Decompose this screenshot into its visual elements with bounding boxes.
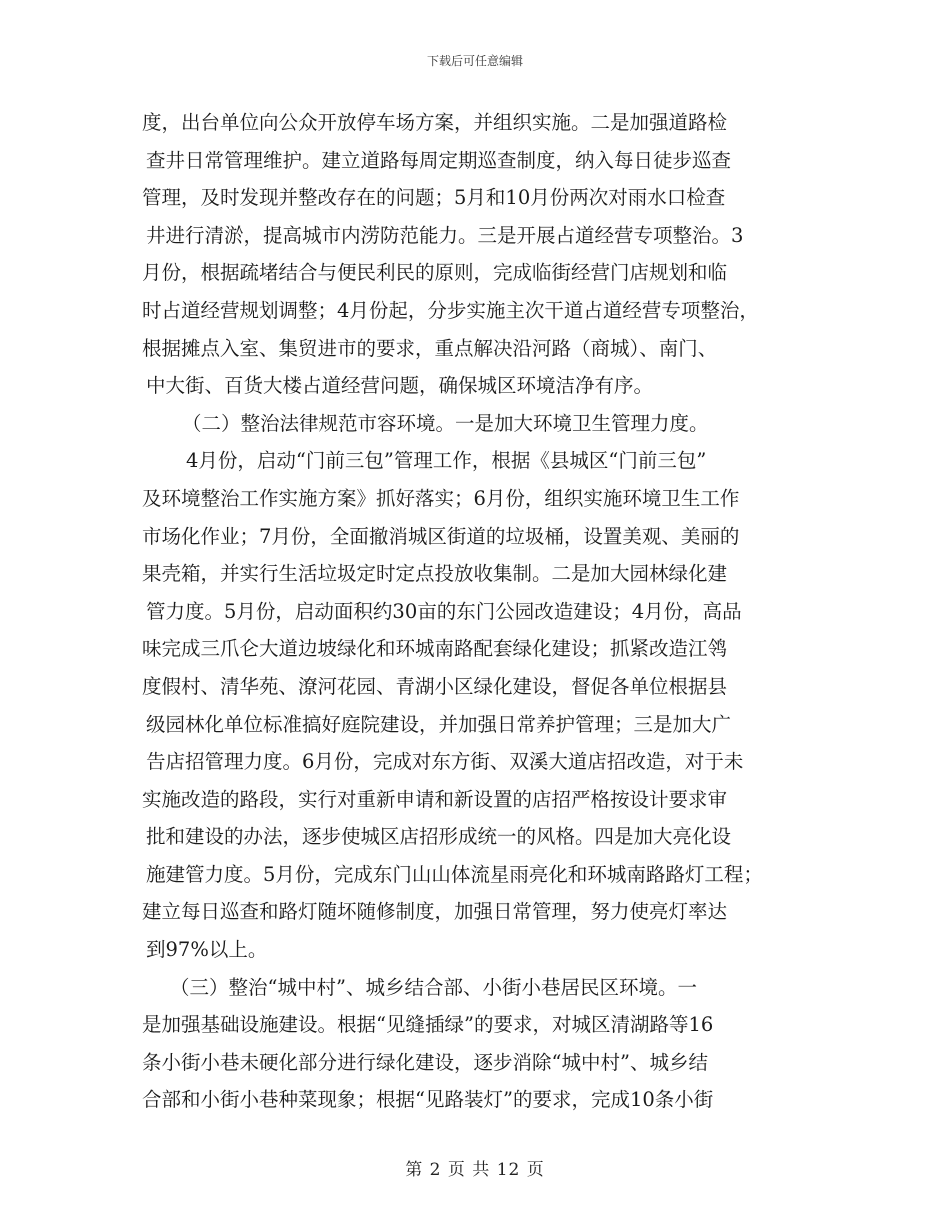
- text-line: 井进行清淤，提高城市内涝防范能力。三是开展占道经营专项整治。3: [146, 223, 744, 247]
- text-line: 告店招管理力度。6月份，完成对东方街、双溪大道店招改造，对于未: [146, 750, 744, 774]
- text-line: 合部和小街小巷种菜现象；根据“见路装灯”的要求，完成10条小街: [142, 1088, 714, 1112]
- text-line: 果壳箱，并实行生活垃圾定时定点投放收集制。二是加大园林绿化建: [142, 562, 728, 586]
- text-line: 时占道经营规划调整；4月份起，分步实施主次干道占道经营专项整治，: [142, 298, 759, 322]
- text-line: 度，出台单位向公众开放停车场方案，并组织实施。二是加强道路检: [142, 111, 728, 134]
- text-line: 度假村、清华苑、潦河花园、青湖小区绿化建设，督促各单位根据县: [142, 674, 728, 698]
- document-body: [142, 104, 832, 1119]
- section-heading: （二）整治法律规范市容环境。一是加大环境卫生管理力度。: [182, 411, 709, 435]
- text-line: 批和建设的办法，逐步使城区店招形成统一的风格。四是加大亮化设: [146, 825, 732, 849]
- page-footer: 第 2 页 共 12 页: [405, 1160, 545, 1180]
- text-line: 4月份，启动“门前三包”管理工作，根据《县城区“门前三包”: [186, 449, 707, 473]
- text-line: 级园林化单位标准搞好庭院建设，并加强日常养护管理；三是加大广: [146, 712, 732, 736]
- text-line: 到97%以上。: [146, 938, 268, 962]
- text-line: 月份，根据疏堵结合与便民利民的原则，完成临街经营门店规划和临: [142, 261, 728, 285]
- text-line: 及环境整治工作实施方案》抓好落实；6月份，组织实施环境卫生工作: [142, 486, 740, 510]
- text-line: 管力度。5月份，启动面积约30亩的东门公园改造建设；4月份，高品: [146, 599, 742, 623]
- text-line: 是加强基础设施建设。根据“见缝插绿”的要求，对城区清湖路等16: [142, 1013, 714, 1037]
- page-header: 下载后可任意编辑: [426, 54, 523, 68]
- text-line: 条小街小巷未硬化部分进行绿化建设，逐步消除“城中村”、城乡结: [142, 1050, 708, 1074]
- text-line: 味完成三爪仑大道边坡绿化和环城南路配套绿化建设；抓紧改造江鸰: [142, 637, 728, 661]
- text-line: 查井日常管理维护。建立道路每周定期巡查制度，纳入每日徒步巡查: [146, 148, 732, 172]
- text-line: 施建管力度。5月份，完成东门山山体流星雨亮化和环城南路路灯工程；: [146, 862, 763, 886]
- section-heading: （三）整治“城中村”、城乡结合部、小街小巷居民区环境。一: [170, 975, 697, 999]
- text-line: 中大街、百货大楼占道经营问题，确保城区环境洁净有序。: [146, 374, 654, 398]
- text-line: 根据摊点入室、集贸进市的要求，重点解决沿河路（商城）、南门、: [142, 336, 718, 360]
- text-line: 建立每日巡查和路灯随坏随修制度，加强日常管理，努力使亮灯率达: [142, 900, 728, 924]
- text-line: 管理，及时发现并整改存在的问题；5月和10月份两次对雨水口检查: [142, 186, 726, 210]
- text-line: 实施改造的路段，实行对重新申请和新设置的店招严格按设计要求审: [142, 787, 728, 811]
- text-line: 市场化作业；7月份，全面撤消城区街道的垃圾桶，设置美观、美丽的: [142, 524, 740, 548]
